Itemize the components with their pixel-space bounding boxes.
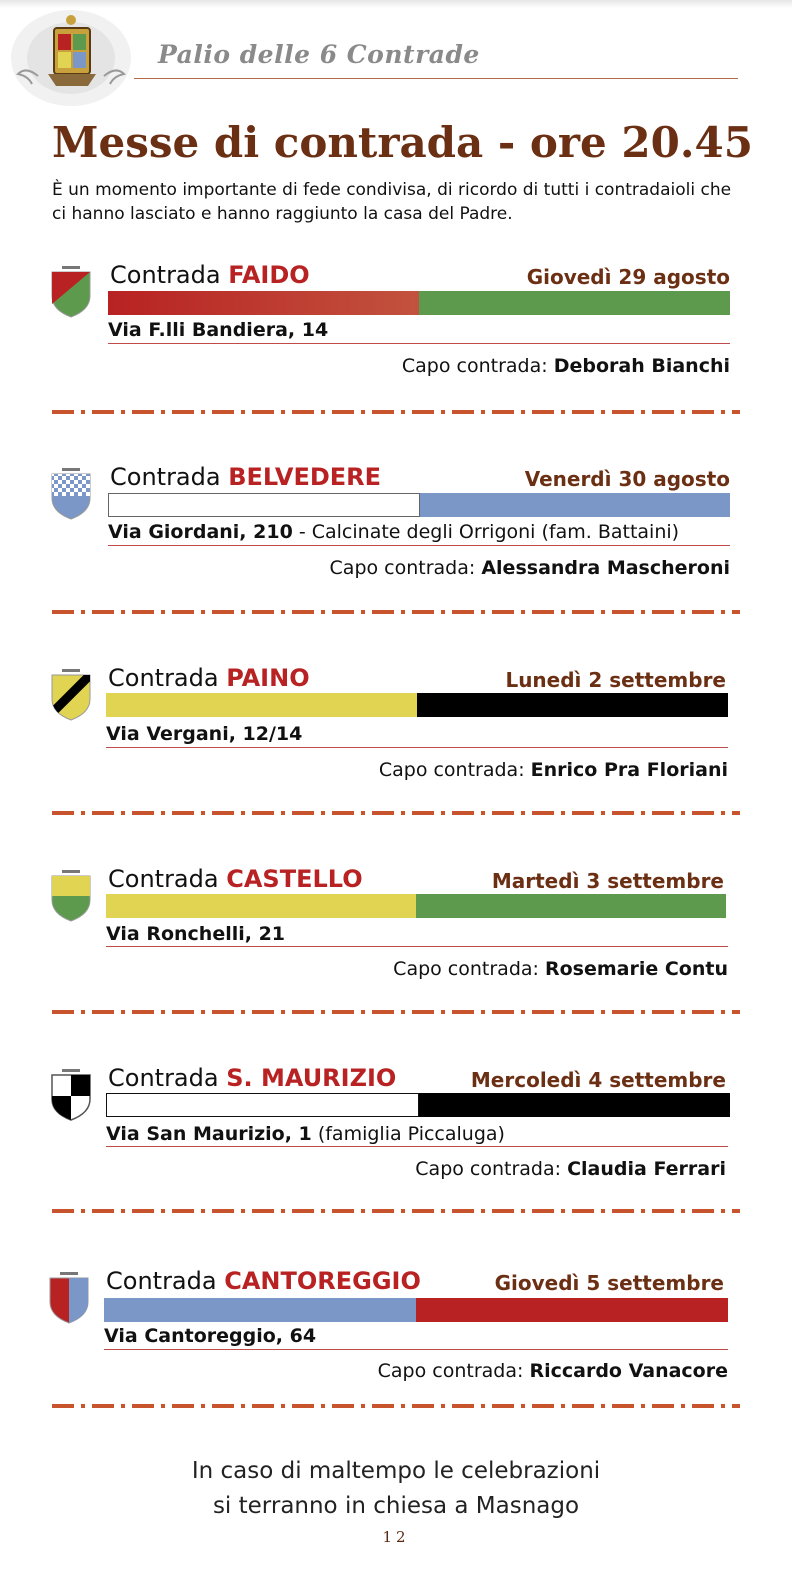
contrada-title: Contrada BELVEDERE <box>110 463 382 491</box>
address-rule <box>106 747 728 748</box>
capo-contrada: Capo contrada: Deborah Bianchi <box>401 355 730 377</box>
contrada-title: Contrada CASTELLO <box>108 865 363 893</box>
contrada-address: Via San Maurizio, 1 (famiglia Piccaluga) <box>106 1123 505 1145</box>
capo-contrada: Capo contrada: Enrico Pra Floriani <box>378 759 728 781</box>
color-segment-right <box>417 693 728 717</box>
contrada-date: Mercoledì 4 settembre <box>470 1068 726 1092</box>
faido-shield-icon <box>50 266 92 318</box>
contrada-colors-bar <box>108 291 730 315</box>
contrada-title: Contrada S. MAURIZIO <box>108 1064 397 1092</box>
palio-logo-icon <box>8 6 134 110</box>
dash-dot-divider <box>52 1009 740 1015</box>
castello-shield-icon <box>50 870 92 922</box>
paino-shield-icon <box>50 669 92 721</box>
color-segment-right <box>416 1298 728 1322</box>
contrada-colors-bar <box>106 693 728 717</box>
weather-note <box>0 1454 792 1524</box>
address-rule <box>104 1349 728 1350</box>
color-segment-left <box>108 493 420 517</box>
contrada-title: Contrada CANTOREGGIO <box>106 1267 421 1295</box>
belvedere-shield-icon <box>50 468 92 520</box>
color-segment-right <box>419 291 730 315</box>
s-maurizio-shield-icon <box>50 1069 92 1121</box>
contrada-title: Contrada PAINO <box>108 664 310 692</box>
contrada-colors-bar <box>104 1298 728 1322</box>
address-rule <box>106 946 728 947</box>
weather-note-line1: In caso di maltempo le celebrazioni <box>191 1458 601 1484</box>
color-segment-right <box>420 493 730 517</box>
color-segment-right <box>416 894 726 918</box>
color-segment-left <box>106 894 416 918</box>
contrada-address: Via Giordani, 210 - Calcinate degli Orrigoni (fam. Battaini) <box>108 521 680 543</box>
contrada-address: Via Ronchelli, 21 <box>106 923 286 945</box>
contrada-colors-bar <box>106 1093 730 1117</box>
dash-dot-divider <box>52 409 740 415</box>
contrada-date: Lunedì 2 settembre <box>505 668 726 692</box>
contrada-date: Giovedì 5 settembre <box>494 1271 724 1295</box>
color-segment-left <box>104 1298 416 1322</box>
contrada-date: Venerdì 30 agosto <box>524 467 730 491</box>
dash-dot-divider <box>52 810 740 816</box>
address-rule <box>106 1146 728 1147</box>
header-title: Palio delle 6 Contrade <box>158 40 480 69</box>
address-rule <box>108 343 730 344</box>
capo-contrada: Capo contrada: Claudia Ferrari <box>415 1158 726 1180</box>
contrada-address: Via Cantoreggio, 64 <box>104 1325 317 1347</box>
contrada-colors-bar <box>108 493 730 517</box>
contrada-address: Via Vergani, 12/14 <box>106 723 303 745</box>
header-divider <box>134 78 738 79</box>
dash-dot-divider <box>52 1208 740 1214</box>
contrada-date: Martedì 3 settembre <box>491 869 724 893</box>
contrada-date: Giovedì 29 agosto <box>526 265 730 289</box>
capo-contrada: Capo contrada: Alessandra Mascheroni <box>329 557 730 579</box>
cantoreggio-shield-icon <box>48 1272 90 1324</box>
dash-dot-divider <box>52 609 740 615</box>
capo-contrada: Capo contrada: Rosemarie Contu <box>393 958 728 980</box>
contrada-title: Contrada FAIDO <box>110 261 310 289</box>
address-rule <box>108 545 730 546</box>
contrada-colors-bar <box>106 894 726 918</box>
color-segment-left <box>108 291 419 315</box>
page-number: 12 <box>382 1528 410 1546</box>
color-segment-left <box>106 1093 419 1117</box>
dash-dot-divider <box>52 1403 740 1409</box>
color-segment-left <box>106 693 417 717</box>
contrada-address: Via F.lli Bandiera, 14 <box>108 319 329 341</box>
intro-text: È un momento importante di fede condivisa, di ricordo di tutti i contradaioli che ci hanno lasciato e hanno raggiunto la casa del Padre. <box>52 180 732 224</box>
capo-contrada: Capo contrada: Riccardo Vanacore <box>377 1360 728 1382</box>
weather-note-line2: si terranno in chiesa a Masnago <box>212 1493 580 1519</box>
color-segment-right <box>419 1093 730 1117</box>
page-title: Messe di contrada - ore 20.45 <box>52 118 753 167</box>
